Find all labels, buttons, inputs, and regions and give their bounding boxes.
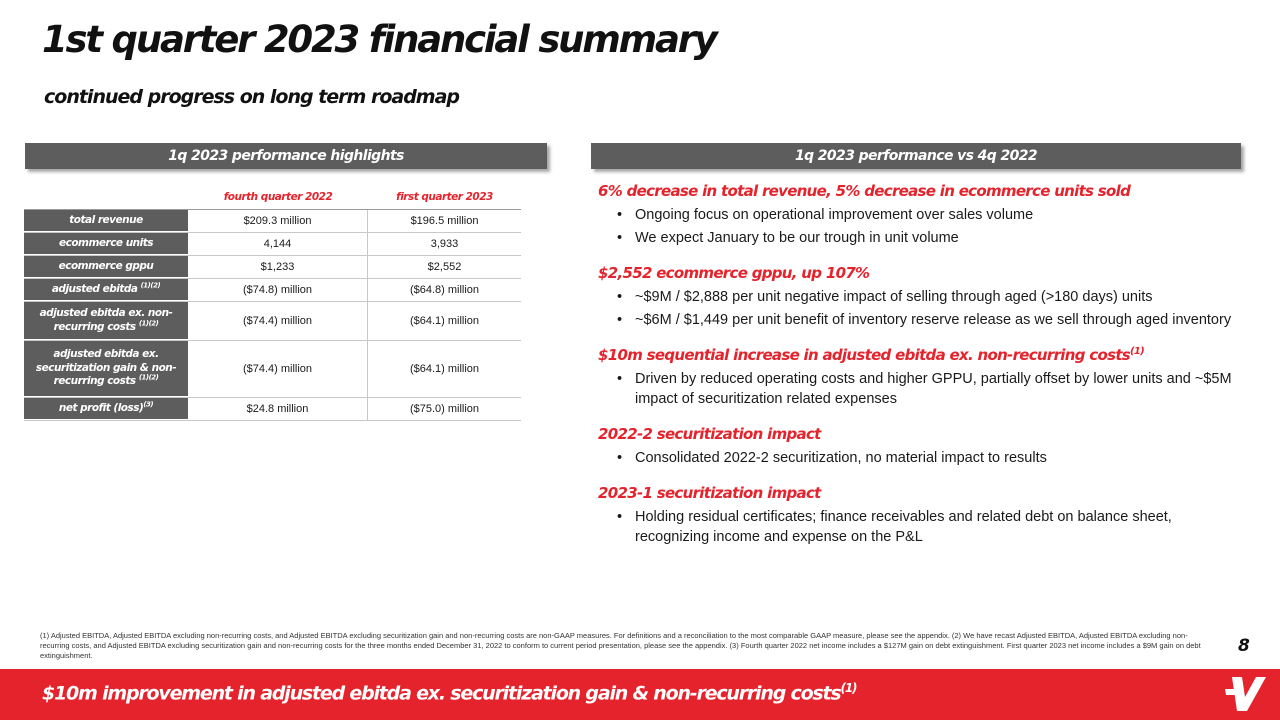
cell-q1-2023: ($64.8) million (409, 284, 480, 296)
bullet-item: • ~$6M / $1,449 per unit benefit of inventory reserve release as we sell through aged inventory (598, 310, 1238, 330)
cell-q1-2023: ($75.0) million (409, 403, 480, 415)
cell-q1-2023: $2,552 (427, 261, 462, 273)
cell-q4-2022: $1,233 (188, 256, 368, 278)
commentary-section (598, 484, 1238, 547)
bullet-item: • Ongoing focus on operational improvement over sales volume (598, 205, 1238, 225)
section-heading: $2,552 ecommerce gppu, up 107% (598, 264, 870, 282)
table-row (24, 302, 521, 341)
row-label: net profit (loss)$^{(3)}$ (24, 398, 188, 420)
page-title: 1st quarter 2023 financial summary (42, 18, 716, 61)
bullet-item: • Consolidated 2022-2 securitization, no material impact to results (598, 448, 1238, 468)
cell-q4-2022: $24.8 million (188, 398, 368, 420)
cell-q4-2022: $209.3 million (188, 210, 368, 232)
row-label: ecommerce gppu (24, 256, 188, 278)
table-row (24, 210, 521, 233)
column-header-q4-2022: fourth quarter 2022 (223, 190, 333, 203)
row-label: total revenue (24, 210, 188, 232)
table-row (24, 256, 521, 279)
footnote: (1) Adjusted EBITDA, Adjusted EBITDA excluding non-recurring costs, and Adjusted EBITDA excluding securitization gain and non-recurring costs are non-GAAP measures. For definitions and a reconciliation to the most comparable GAAP measure, please see the appendix. (2) We have recast Adjusted EBITDA, Adjusted EBITDA excluding non-recurring costs, and Adjusted EBITDA excluding securitization gain and non-recurring costs for the three months ended December 31, 2022 to conform to current period presentation, please see the appendix. (3) Fourth quarter 2022 net income includes a $127M gain on debt extinguishment. First quarter 2023 net income includes a $9M gain on debt extinguishment. (40, 631, 1201, 660)
row-label: adjusted ebitda $^{(1)(2)}$ (24, 279, 188, 301)
bullet-item: • ~$9M / $2,888 per unit negative impact of selling through aged (>180 days) units (598, 287, 1238, 307)
cell-q4-2022: ($74.8) million (188, 279, 368, 301)
highlights-heading-bar: 1q 2023 performance highlights (25, 143, 547, 169)
page-number: 8 (1238, 636, 1250, 656)
bullet-item: • Holding residual certificates; finance receivables and related debt on balance sheet, recognizing income and expense on the P&L (598, 507, 1238, 547)
commentary-section (598, 425, 1238, 468)
vroom-v-logo-icon (1222, 675, 1266, 713)
section-heading: 2022-2 securitization impact (598, 425, 821, 443)
table-row (24, 233, 521, 256)
cell-q1-2023: $196.5 million (410, 215, 479, 227)
table-row (24, 341, 521, 398)
comparison-heading-bar: 1q 2023 performance vs 4q 2022 (591, 143, 1241, 169)
section-heading: 6% decrease in total revenue, 5% decrease in ecommerce units sold (598, 182, 1131, 200)
commentary-section (598, 346, 1238, 409)
bullet-item: • We expect January to be our trough in unit volume (598, 228, 1238, 248)
bullet-item: • Driven by reduced operating costs and higher GPPU, partially offset by lower units and ~$5M impact of securitization related expenses (598, 369, 1238, 409)
commentary-section (598, 182, 1238, 248)
bottom-banner (0, 669, 1280, 720)
table-row (24, 398, 521, 421)
table-row (24, 279, 521, 302)
row-label: adjusted ebitda ex. non-recurring costs $^{(1)(2)}$ (24, 302, 188, 340)
section-heading: 2023-1 securitization impact (598, 484, 821, 502)
banner-message: $10m improvement in adjusted ebitda ex. securitization gain & non-recurring costs$^{(1)}$ (42, 681, 857, 705)
page-subtitle: continued progress on long term roadmap (44, 86, 460, 108)
performance-commentary (598, 182, 1238, 563)
cell-q4-2022: 4,144 (188, 233, 368, 255)
commentary-section (598, 264, 1238, 330)
row-label: adjusted ebitda ex. securitization gain & non-recurring costs $^{(1)(2)}$ (24, 341, 188, 397)
column-header-q1-2023: first quarter 2023 (396, 190, 493, 203)
cell-q1-2023: 3,933 (430, 238, 459, 250)
row-label: ecommerce units (24, 233, 188, 255)
cell-q4-2022: ($74.4) million (188, 302, 368, 340)
table-header-row (24, 184, 521, 210)
section-heading: $10m sequential increase in adjusted ebitda ex. non-recurring costs$^{(1)}$ (598, 346, 1145, 364)
performance-table (24, 184, 521, 421)
cell-q1-2023: ($64.1) million (409, 315, 480, 327)
cell-q1-2023: ($64.1) million (409, 363, 480, 375)
cell-q4-2022: ($74.4) million (188, 341, 368, 397)
